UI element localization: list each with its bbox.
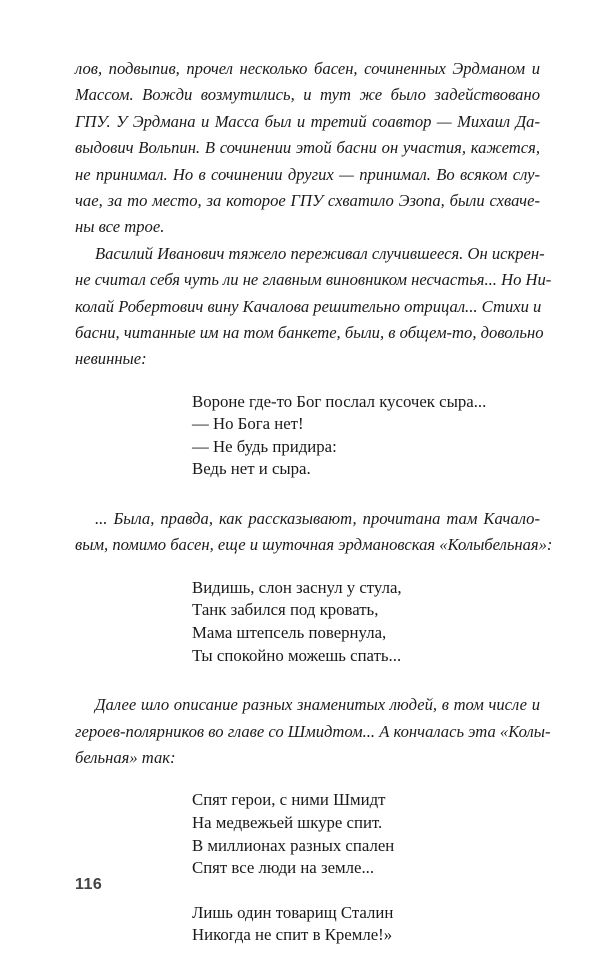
paragraph-line: Массом. Вожди возмутились, и тут же было задействовано <box>75 85 540 105</box>
paragraph-1 <box>75 56 540 241</box>
paragraph-3 <box>75 506 553 559</box>
verse-line: Никогда не спит в Кремле!» <box>192 925 393 945</box>
paragraph-line: ... Была, правда, как рассказывают, прочитана там Качало- <box>95 509 540 529</box>
page-number: 116 <box>75 876 103 893</box>
paragraph-2 <box>75 241 552 373</box>
verse-line: — Не будь придира: <box>192 436 337 456</box>
paragraph-line: героев-полярников во главе со Шмидтом... А кончалась эта «Колы- <box>75 721 551 741</box>
paragraph-line: не считал себя чуть ли не главным виновником несчастья... Но Ни- <box>75 270 552 290</box>
paragraph-line: выдович Вольпин. В сочинении этой басни он участия, кажется, <box>75 138 540 158</box>
verse-line: Танк забился под кровать, <box>192 600 379 620</box>
paragraph-line: невинные: <box>75 349 147 369</box>
verse-line: Спят все люди на земле... <box>192 858 375 878</box>
paragraph-line: басни, читанные им на том банкете, были, в общем-то, довольно <box>75 322 544 342</box>
paragraph-line: лов, подвыпив, прочел несколько басен, сочиненных Эрдманом и <box>75 59 540 78</box>
verse-line: Мама штепсель повернула, <box>192 623 387 643</box>
paragraph-line: чае, за то место, за которое ГПУ схватило Эзопа, были схваче- <box>75 190 540 210</box>
paragraph-line: ны все трое. <box>75 217 165 237</box>
page-body <box>75 56 553 947</box>
stanza-break <box>192 880 540 902</box>
verse-line: Спят герои, с ними Шмидт <box>192 790 386 810</box>
verse-line: В миллионах разных спален <box>192 835 395 855</box>
verse-line: На медвежьей шкуре спит. <box>192 812 383 832</box>
paragraph-line: Василий Иванович тяжело переживал случившееся. Он искрен- <box>95 243 545 263</box>
verse-line: Лишь один товарищ Сталин <box>192 902 394 922</box>
paragraph-line: колай Робертович вину Качалова решительно отрицал... Стихи и <box>75 296 542 316</box>
verse-line: Ведь нет и сыра. <box>192 459 311 479</box>
verse-line: Ты спокойно можешь спать... <box>192 645 402 665</box>
paragraph-line: ГПУ. У Эрдмана и Масса был и третий соавтор — Михаил Да- <box>75 111 540 131</box>
paragraph-4 <box>75 692 551 771</box>
verse-crow <box>75 391 540 481</box>
verse-line: — Но Бога нет! <box>192 414 304 434</box>
paragraph-line: Далее шло описание разных знаменитых людей, в том числе и <box>95 695 540 715</box>
verse-line: Вороне где-то Бог послал кусочек сыра... <box>192 391 487 411</box>
paragraph-line: не принимал. Но в сочинении других — принимал. Во всяком слу- <box>75 164 540 184</box>
paragraph-line: бельная» так: <box>75 748 176 767</box>
verse-line: Видишь, слон заснул у стула, <box>192 577 402 597</box>
verse-lullaby-end <box>75 789 540 947</box>
paragraph-line: вым, помимо басен, еще и шуточная эрдмановская «Колыбельная»: <box>75 535 553 555</box>
verse-lullaby-start <box>75 577 540 667</box>
